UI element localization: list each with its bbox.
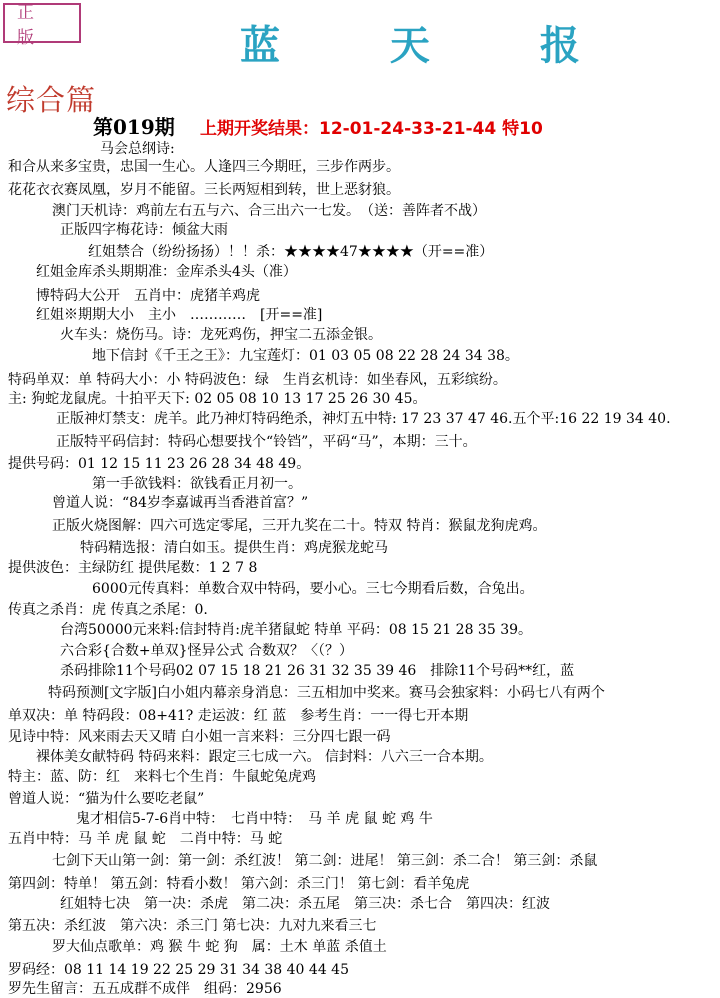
- content-line: 地下信封《千王之王》：九宝莲灯：01 03 05 08 22 28 24 34 38。: [92, 348, 519, 364]
- content-line: 杀码排除11个号码02 07 15 18 21 26 31 32 35 39 46 排除11个号码**红，蓝: [60, 663, 575, 679]
- content-line: 提供号码：01 12 15 11 23 26 28 34 48 49。: [8, 456, 311, 472]
- content-line: 特码预测[文字版]白小姐内幕亲身消息：三五相加中奖来。赛马会独家料：小码七八有两个: [48, 685, 605, 701]
- edition-stamp: 正 版: [3, 3, 81, 43]
- content-line: 第一手欲钱料：欲钱看正月初一。: [92, 476, 302, 492]
- newspaper-title: 蓝 天 报: [240, 22, 628, 69]
- content-line: 六合彩{合数+单双}怪异公式 合数双？〈（？）: [60, 643, 353, 659]
- content-line: 特主：蓝、防：红 来料七个生肖：牛鼠蛇兔虎鸡: [8, 769, 316, 785]
- content-line: 见诗中特：风来雨去天又晴 白小姐一言来料：三分四七跟一码: [8, 729, 391, 745]
- content-line: 五肖中特：马 羊 虎 鼠 蛇 二肖中特：马 蛇: [8, 831, 283, 847]
- content-line: 正版四字梅花诗：倾盆大雨: [60, 222, 228, 238]
- content-line: 裸体美女献特码 特码来料：跟定三七成一六。 信封料：八六三一合本期。: [36, 749, 493, 765]
- content-line: 罗先生留言：五五成群不成伴 组码：2956: [8, 981, 282, 997]
- content-line: 博特码大公开 五肖中：虎猪羊鸡虎: [36, 288, 260, 304]
- content-line: 主: 狗蛇龙鼠虎。十拍平天下: 02 05 08 10 13 17 25 26 30 45。: [8, 391, 427, 407]
- issue-number: 第019期: [93, 115, 175, 139]
- content-line: 正版神灯禁支：虎羊。此乃神灯特码绝杀，神灯五中特: 17 23 37 47 46.五个平:16 22 19 34 40.: [56, 411, 671, 427]
- content-line: 正版火烧图解：四六可选定零尾，三开九奖在二十。特双 特肖：猴鼠龙狗虎鸡。: [52, 518, 547, 534]
- content-line: 第四剑：特单！ 第五剑：特看小数！ 第六剑：杀三门！ 第七剑：看羊兔虎: [8, 876, 470, 892]
- content-line: 特码单双：单 特码大小：小 特码波色：绿 生肖玄机诗：如坐春风，五彩缤纷。: [8, 372, 507, 388]
- content-line: 曾道人说：“84岁李嘉诚再当香港首富？”: [52, 495, 309, 511]
- content-line: 鬼才相信5-7-6肖中特： 七肖中特： 马 羊 虎 鼠 蛇 鸡 牛: [76, 811, 433, 827]
- content-line: 曾道人说：“猫为什么要吃老鼠”: [8, 791, 205, 807]
- content-line: 罗大仙点歌单：鸡 猴 牛 蛇 狗 属：土木 单蓝 杀值土: [52, 939, 387, 955]
- content-line: 提供波色：主绿防红 提供尾数：1 2 7 8: [8, 560, 258, 576]
- content-line: 正版特平码信封：特码心想要找个“铃铛”，平码“马”，本期：三十。: [56, 434, 477, 450]
- content-line: 和合从来多宝贵，忠国一生心。人逢四三今期旺，三步作两步。: [8, 159, 400, 175]
- content-line: 花花衣衣赛凤凰，岁月不能留。三长两短相到转，世上恶豺狼。: [8, 182, 400, 198]
- content-line: 罗码经：08 11 14 19 22 25 29 31 34 38 40 44 45: [8, 962, 349, 978]
- content-line: 6000元传真料：单数合双中特码，要小心。三七今期看后数，合兔出。: [92, 581, 534, 597]
- content-line: 红姐特七决 第一决：杀虎 第二决：杀五尾 第三决：杀七合 第四决：红波: [60, 896, 550, 912]
- content-line: 红姐※期期大小 主小 ………… [开==准]: [36, 307, 323, 323]
- last-draw-result: 上期开奖结果：12-01-24-33-21-44 特10: [200, 119, 543, 139]
- content-line: 红姐禁合（纷纷扬扬）！！杀：★★★★47★★★★（开==准）: [88, 244, 494, 260]
- section-heading: 综合篇: [6, 83, 97, 117]
- content-line: 红姐金库杀头期期准：金库杀头4头（准）: [36, 264, 297, 280]
- content-line: 第五决：杀红波 第六决：杀三门 第七决：九对九来看三七: [8, 918, 377, 934]
- content-line: 七剑下天山第一剑：第一剑：杀红波！ 第二剑：进尾！ 第三剑：杀二合！ 第三剑：杀鼠: [52, 853, 598, 869]
- content-line: 台湾50000元来料:信封特肖:虎羊猪鼠蛇 特单 平码：08 15 21 28 35 39。: [60, 622, 533, 638]
- content-line: 单双决：单 特码段：08+41? 走运波：红 蓝 参考生肖：一一得七开本期: [8, 708, 469, 724]
- content-line: 澳门天机诗：鸡前左右五与六、合三出六一七发。 （送：善阵者不战）: [52, 203, 486, 219]
- content-line: 马会总纲诗:: [100, 141, 175, 157]
- content-line: 传真之杀肖：虎 传真之杀尾：0.: [8, 602, 208, 618]
- content-line: 火车头：烧伤马。诗：龙死鸡伤，押宝二五添金银。: [60, 327, 382, 343]
- content-line: 特码精选报：清白如玉。提供生肖：鸡虎猴龙蛇马: [80, 540, 388, 556]
